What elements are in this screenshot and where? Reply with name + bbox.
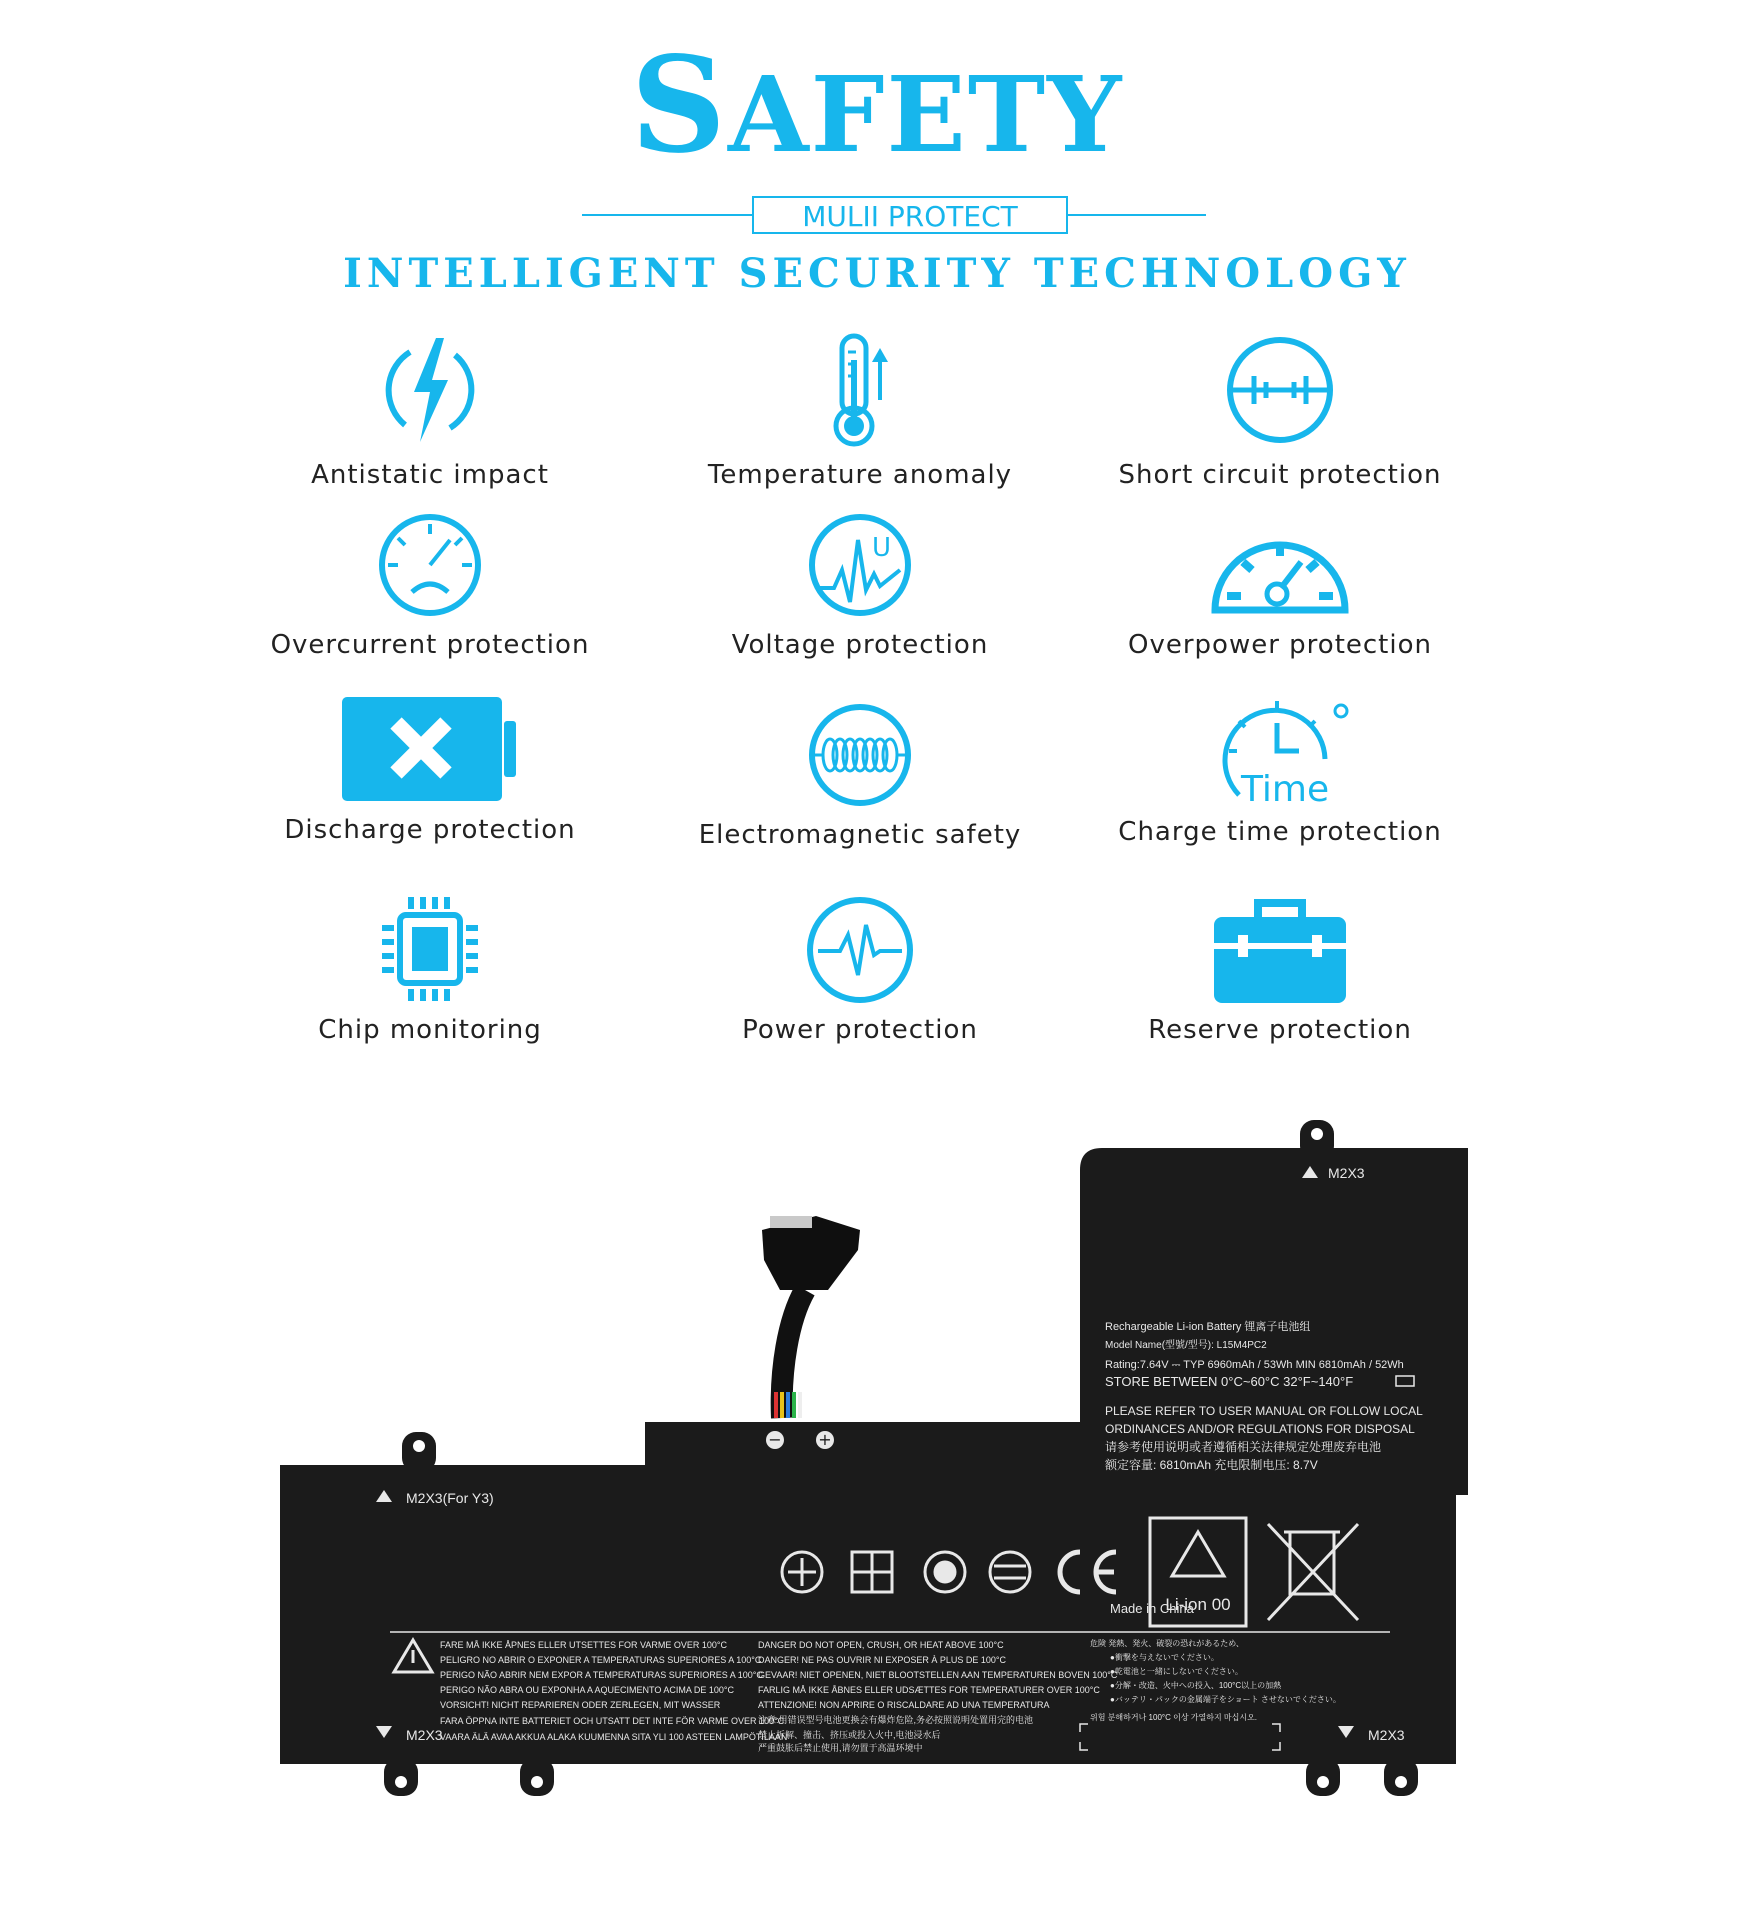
spec-line: 额定容量: 6810mAh 充电限制电压: 8.7V [1105, 1458, 1318, 1472]
lightning-icon [370, 330, 490, 450]
title-rest: AFETY [727, 53, 1124, 176]
feature-label: Power protection [742, 1015, 978, 1045]
page-title [0, 28, 1754, 183]
coil-icon [800, 700, 920, 810]
subtitle-rule-left [582, 214, 754, 216]
spec-line: Rating:7.64V ⎓ TYP 6960mAh / 53Wh MIN 6810mAh / 52Wh [1105, 1359, 1404, 1371]
tagline: INTELLIGENT SECURITY TECHNOLOGY [343, 250, 1411, 297]
warning-line: GEVAAR! NIET OPENEN, NIET BLOOTSTELLEN AAN TEMPERATUREN BOVEN 100°C [758, 1670, 1118, 1680]
feature-power [650, 895, 1070, 1045]
warning-line: 注意:用错误型号电池更换会有爆炸危险,务必按照说明处置用完的电池 [758, 1715, 1034, 1725]
subtitle-rule-right [1066, 214, 1206, 216]
short-circuit-icon [1220, 330, 1340, 450]
feature-label: Reserve protection [1148, 1015, 1412, 1045]
warning-line: 禁止拆解、撞击、挤压或投入火中,电池浸水后 [758, 1730, 941, 1740]
feature-label: Electromagnetic safety [698, 820, 1022, 850]
feature-label: Charge time protection [1118, 817, 1442, 847]
terminal-minus: − [768, 1430, 782, 1449]
warning-line: PERIGO NÃO ABRIR NEM EXPOR A TEMPERATURAS SUPERIORES A 100°C [440, 1670, 763, 1680]
feature-overcurrent [220, 510, 640, 660]
warning-line: VORSICHT! NICHT REPARIEREN ODER ZERLEGEN, MIT WASSER [440, 1700, 721, 1710]
pulse-icon [800, 895, 920, 1005]
spec-line: PLEASE REFER TO USER MANUAL OR FOLLOW LOCAL [1105, 1404, 1423, 1418]
terminal-plus: + [818, 1430, 832, 1449]
warning-line: 위험 분해하거나 100°C 이상 가열하지 마십시오. [1090, 1713, 1258, 1722]
spec-line: STORE BETWEEN 0°C~60°C 32°F~140°F [1105, 1374, 1354, 1389]
spec-line: ORDINANCES AND/OR REGULATIONS FOR DISPOSAL [1105, 1422, 1415, 1436]
feature-overpower [1070, 510, 1490, 660]
spec-line: Rechargeable Li-ion Battery 锂离子电池组 [1105, 1321, 1311, 1333]
warning-line: DANGER DO NOT OPEN, CRUSH, OR HEAT ABOVE 100°C [758, 1640, 1004, 1650]
feature-reserve [1070, 895, 1490, 1045]
screw-label-top: M2X3 [1328, 1165, 1365, 1181]
chip-icon [370, 895, 490, 1005]
screw-label-left: M2X3(For Y3) [406, 1490, 494, 1506]
feature-label: Overpower protection [1128, 630, 1432, 660]
feature-electromagnetic [650, 700, 1070, 850]
clock-time-icon [1205, 695, 1355, 807]
recycle-text: Li-ion 00 [1165, 1595, 1231, 1614]
svg-text:U: U [872, 533, 892, 563]
warning-line: ●乾電池と一緒にしないでください。 [1110, 1667, 1243, 1676]
clock-time-word: Time [1241, 769, 1330, 807]
warning-line: PERIGO NÃO ABRA OU EXPONHA A AQUECIMENTO ACIMA DE 100°C [440, 1685, 735, 1695]
made-in-label: Made in China [1110, 1601, 1194, 1616]
sad-gauge-icon [370, 510, 490, 620]
feature-label: Discharge protection [284, 815, 576, 845]
warning-line: 危険 発熱、発火、破裂の恐れがあるため、 [1090, 1639, 1244, 1648]
speedometer-icon [1205, 510, 1355, 620]
feature-chip [220, 895, 640, 1045]
warning-line: ATTENZIONE! NON APRIRE O RISCALDARE AD UNA TEMPERATURA [758, 1700, 1050, 1710]
feature-voltage [650, 510, 1070, 660]
thermometer-icon [800, 330, 920, 450]
spec-line: 请参考使用说明或者遵循相关法律规定处理废弃电池 [1105, 1440, 1382, 1454]
voltage-icon [800, 510, 920, 620]
feature-label: Temperature anomaly [707, 460, 1013, 490]
feature-discharge [220, 695, 640, 845]
battery-x-icon [340, 695, 520, 805]
warning-line: FARE MÅ IKKE ÅPNES ELLER UTSETTES FOR VARME OVER 100°C [440, 1640, 728, 1650]
screw-label-bottom-right: M2X3 [1368, 1727, 1405, 1743]
subtitle-box: MULII PROTECT [752, 196, 1068, 234]
warning-line: FARA ÖPPNA INTE BATTERIET OCH UTSATT DET INTE FÖR VARME OVER 100°C [440, 1716, 785, 1726]
title-first-letter: S [630, 28, 728, 183]
feature-temperature [650, 330, 1070, 490]
feature-label: Chip monitoring [318, 1015, 542, 1045]
feature-label: Voltage protection [731, 630, 989, 660]
battery-cable [762, 1216, 860, 1418]
feature-short-circuit [1070, 330, 1490, 490]
warning-line: ●分解・改造、火中への投入、100°C以上の加熱 [1110, 1681, 1282, 1690]
feature-charge-time [1070, 695, 1490, 847]
warning-line: ●バッテリ・パックの金属端子をショート させないでください。 [1110, 1695, 1341, 1704]
feature-label: Antistatic impact [311, 460, 549, 490]
toolbox-icon [1210, 895, 1350, 1005]
feature-label: Short circuit protection [1118, 460, 1442, 490]
feature-antistatic [220, 330, 640, 490]
screw-label-bottom-left: M2X3 [406, 1727, 443, 1743]
battery-image [280, 1120, 1510, 1840]
warning-line: FARLIG MÅ IKKE ÅBNES ELLER UDSÆTTES FOR TEMPERATURER OVER 100°C [758, 1685, 1100, 1695]
feature-label: Overcurrent protection [270, 630, 590, 660]
warning-line: ●衝撃を与えないでください。 [1110, 1653, 1219, 1662]
warning-line: DANGER! NE PAS OUVRIR NI EXPOSER À PLUS DE 100°C [758, 1655, 1007, 1665]
spec-line: Model Name(型號/型号): L15M4PC2 [1105, 1340, 1267, 1351]
warning-line: 严重鼓胀后禁止使用,请勿置于高温环境中 [758, 1743, 923, 1753]
warning-line: VAARA ÄLÄ AVAA AKKUA ALAKA KUUMENNA SITA YLI 100 ASTEEN LAMPÖTILAAN [440, 1732, 788, 1742]
warning-line: PELIGRO NO ABRIR O EXPONER A TEMPERATURAS SUPERIORES A 100°C [440, 1655, 762, 1665]
